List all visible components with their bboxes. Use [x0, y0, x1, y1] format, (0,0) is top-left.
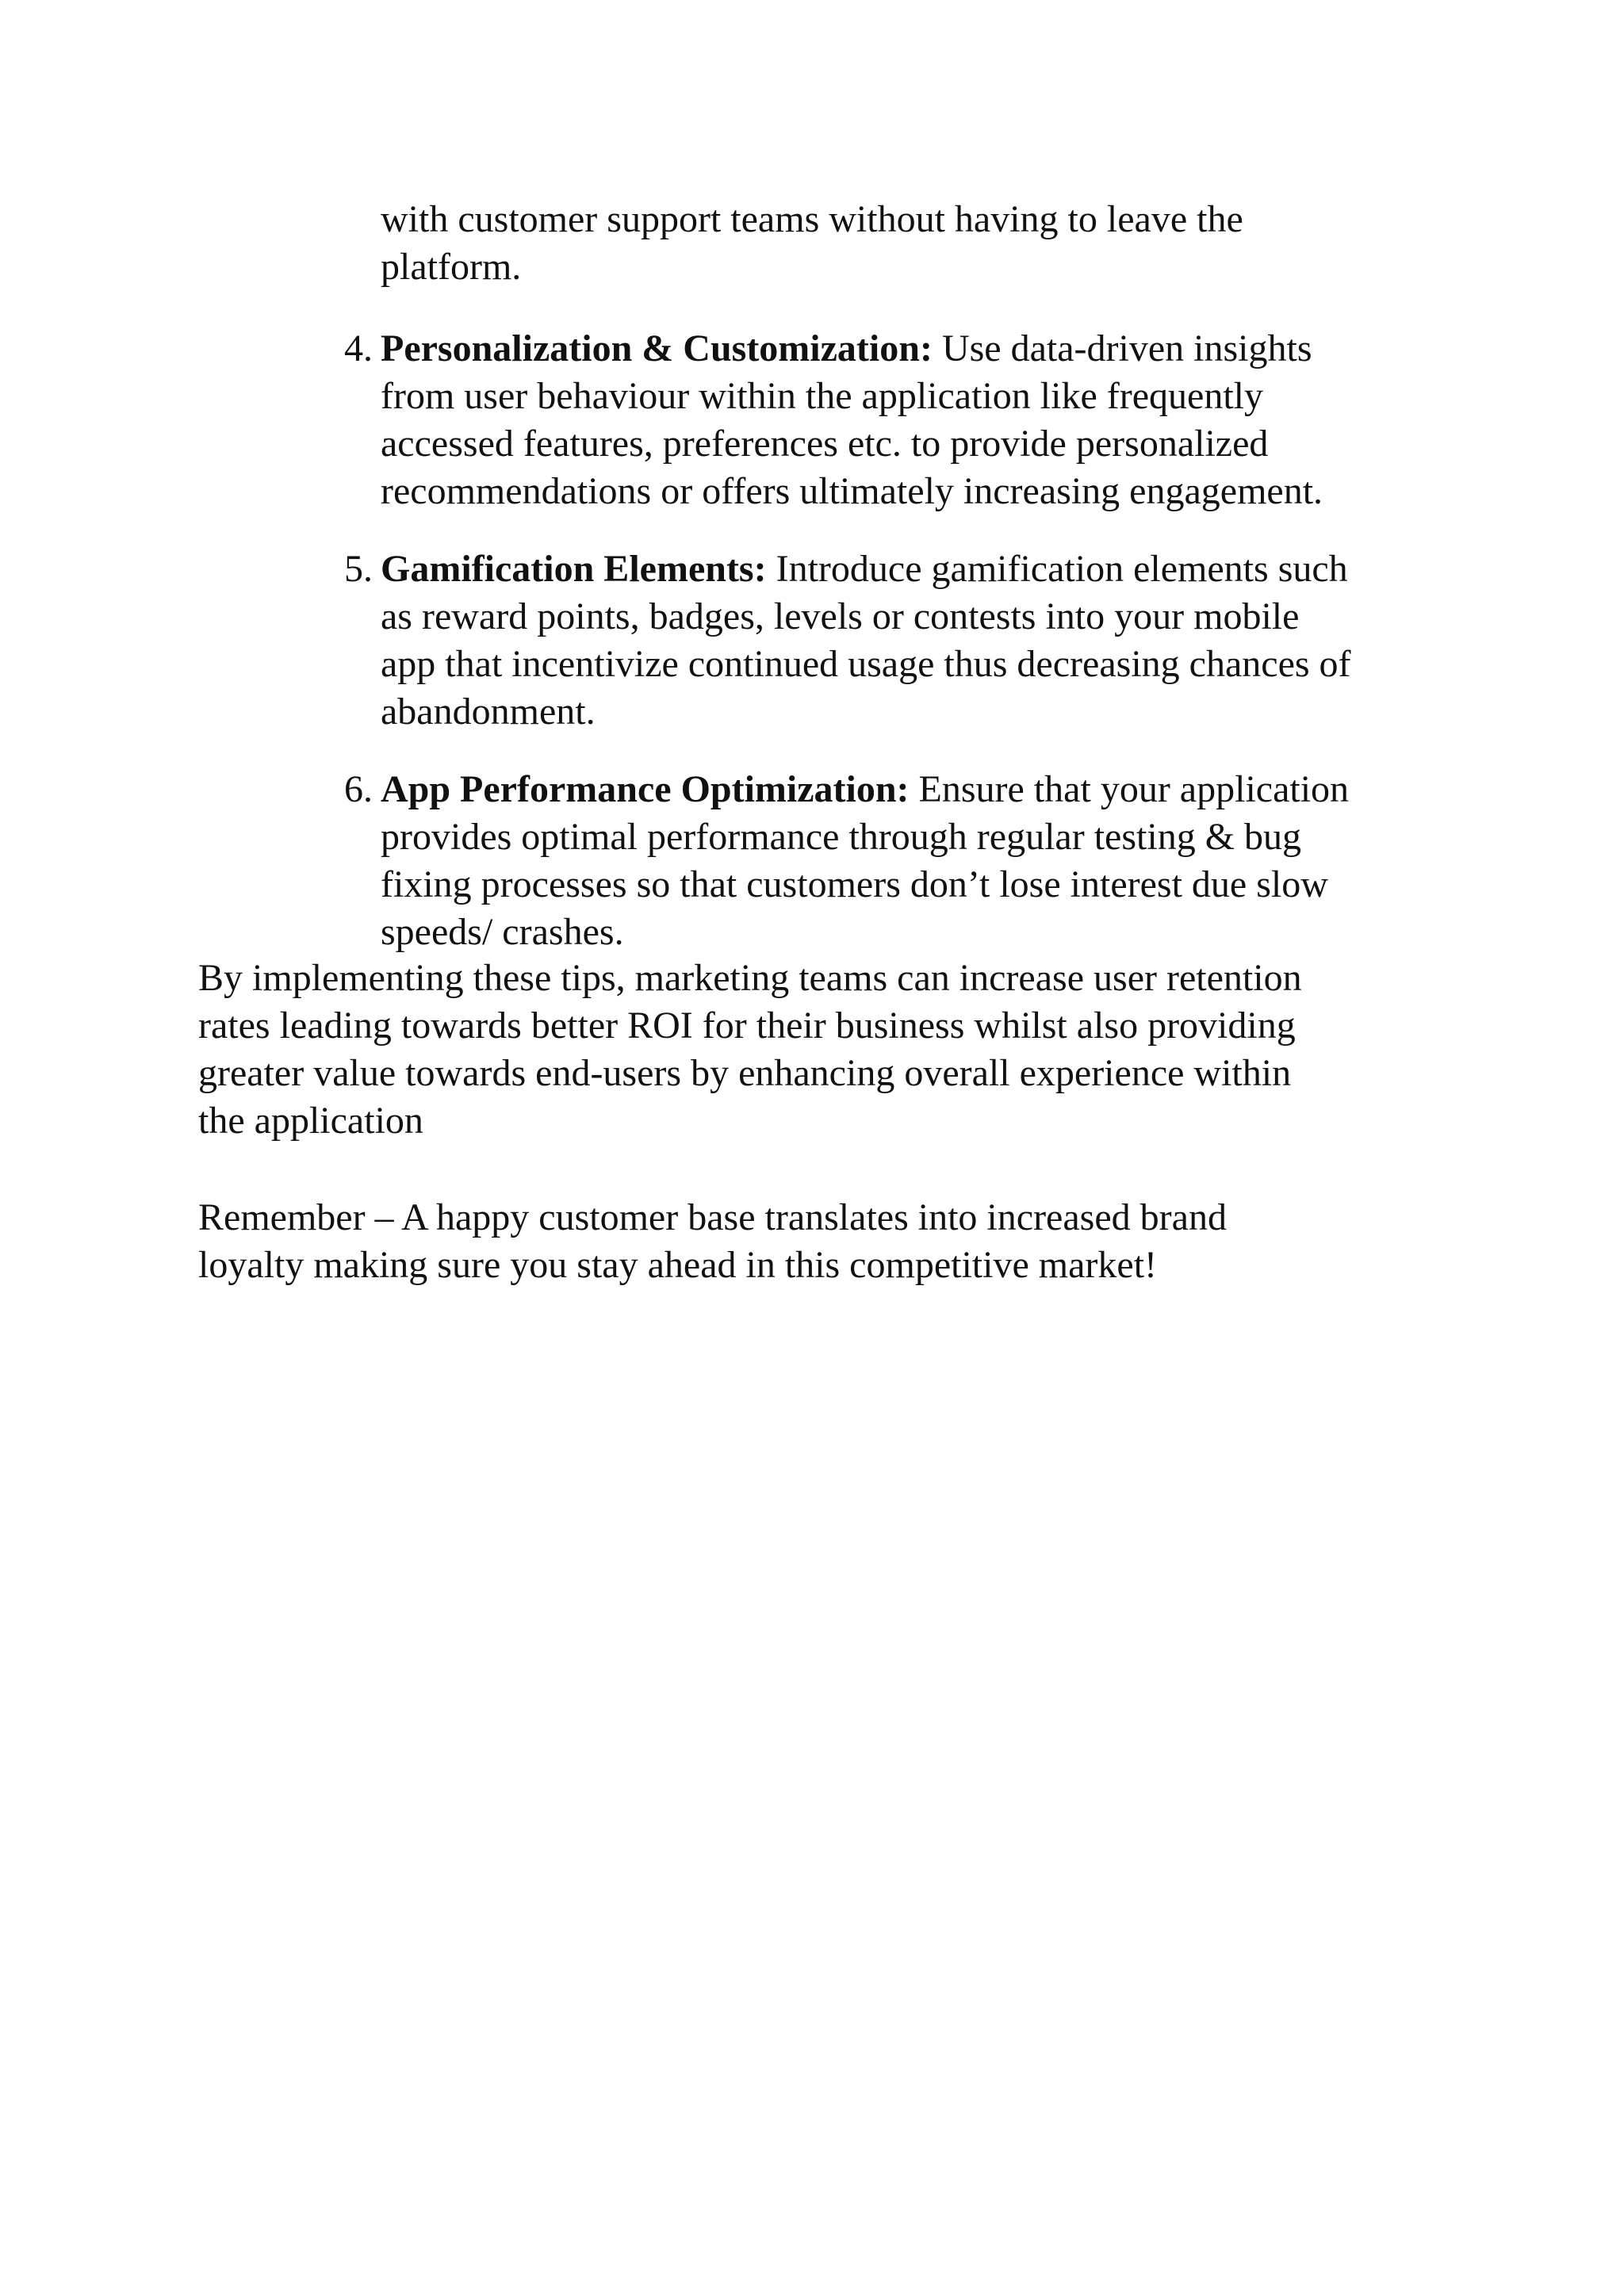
- text-line: abandonment.: [381, 691, 596, 733]
- text-line: Use data-driven insights: [932, 327, 1312, 369]
- text-line: speeds/ crashes.: [381, 911, 624, 953]
- list-item-body: [381, 766, 1443, 956]
- list-number: 6.: [344, 768, 373, 810]
- text-line: accessed features, preferences etc. to provide personalized: [381, 423, 1269, 465]
- text-line: fixing processes so that customers don’t lose interest due slow: [381, 863, 1328, 905]
- text-line: Ensure that your application: [909, 768, 1350, 810]
- text-line: Introduce gamification elements such: [766, 548, 1348, 590]
- text-line: app that incentivize continued usage thus decreasing chances of: [381, 643, 1351, 685]
- text-line: By implementing these tips, marketing teams can increase user retention: [198, 957, 1302, 999]
- list-item-body: [381, 545, 1443, 736]
- text-line: Remember – A happy customer base translates into increased brand: [198, 1196, 1227, 1238]
- text-line: recommendations or offers ultimately increasing engagement.: [381, 470, 1323, 512]
- continued-list-text: [381, 196, 1491, 291]
- closing-paragraph: [198, 955, 1467, 1145]
- list-item-title: App Performance Optimization:: [381, 768, 910, 810]
- list-number: 4.: [344, 327, 373, 369]
- text-line: provides optimal performance through regular testing & bug: [381, 816, 1302, 858]
- text-line: platform.: [381, 246, 522, 288]
- text-line: with customer support teams without having to leave the: [381, 198, 1243, 240]
- text-line: rates leading towards better ROI for their business whilst also providing: [198, 1004, 1296, 1047]
- text-line: as reward points, badges, levels or contests into your mobile: [381, 595, 1300, 637]
- list-number: 5.: [344, 548, 373, 590]
- list-item-title: Gamification Elements:: [381, 548, 767, 590]
- list-item-body: [381, 325, 1443, 515]
- list-item-title: Personalization & Customization:: [381, 327, 933, 369]
- text-line: the application: [198, 1100, 423, 1142]
- text-line: from user behaviour within the application like frequently: [381, 375, 1263, 417]
- remember-paragraph: [198, 1194, 1467, 1289]
- text-line: loyalty making sure you stay ahead in this competitive market!: [198, 1244, 1158, 1286]
- text-line: greater value towards end-users by enhancing overall experience within: [198, 1052, 1292, 1094]
